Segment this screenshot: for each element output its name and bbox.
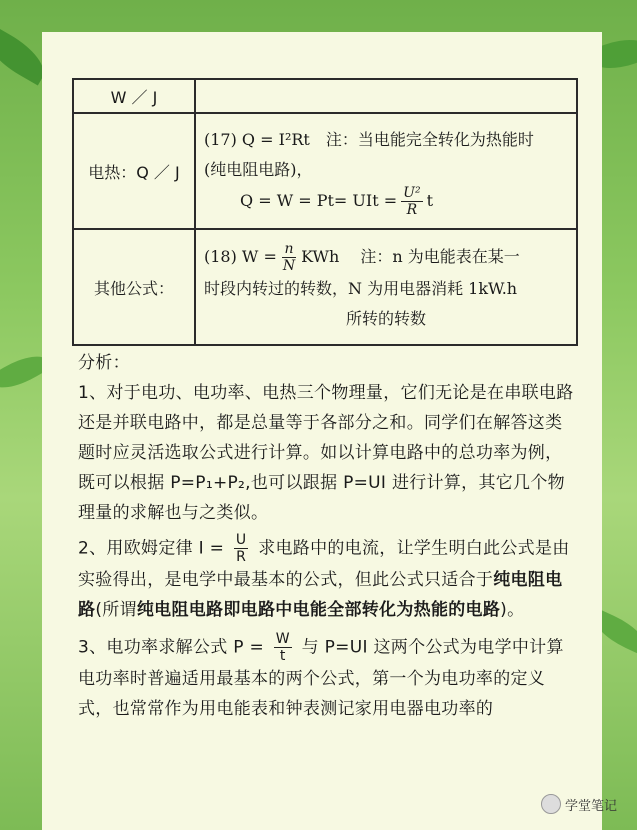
fraction-numerator: U (235, 532, 247, 548)
paragraph-text: 求电路中的电流，让学生明白此公式是由实验得出，是电学中最基本的公式，但此公式只适合于 (78, 538, 570, 590)
fraction-numerator: W (275, 631, 290, 647)
row-label-other: 其他公式： (73, 229, 195, 345)
analysis-section (78, 348, 578, 724)
fraction (234, 532, 249, 565)
content-panel (42, 32, 602, 830)
table-row (73, 79, 577, 113)
paragraph-text: )。 (500, 600, 525, 620)
equation-text: (18) W = (204, 247, 277, 266)
formula-17-equation (204, 185, 568, 218)
row-content-q (195, 113, 577, 229)
fraction (281, 241, 297, 274)
fraction-denominator: t (279, 648, 286, 664)
equation-text: Q = W = Pt= UIt = (240, 191, 398, 210)
row-content-empty (195, 79, 577, 113)
analysis-heading: 分析： (78, 353, 130, 373)
fraction-numerator: n (284, 240, 294, 257)
row-label-w: W ／ J (73, 79, 195, 113)
wechat-icon (541, 794, 561, 814)
formula-table (72, 78, 578, 346)
paragraph-text: 3、电功率求解公式 P = (78, 637, 265, 658)
formula-17-note: (纯电阻电路)， (204, 159, 313, 179)
formula-17-line: (17) Q = I²Rt 注：当电能完全转化为热能时 (204, 129, 534, 149)
analysis-paragraph-1: 1、对于电功、电功率、电热三个物理量，它们无论是在串联电路还是并联电路中，都是总量等于各部分之和。同学们在解答这类题时应灵活选取公式进行计算。如以计算电路中的总功率为例，既可以根据 P=P₁+P₂,也可以跟据 P=UI 进行计算，其它几个物理量的求解也与之类似。 (78, 383, 574, 523)
fraction-denominator: R (406, 201, 418, 218)
paragraph-text: (所谓 (95, 600, 137, 620)
analysis-paragraph-3 (78, 631, 578, 724)
equation-text: t (426, 191, 433, 210)
fraction-denominator: N (282, 257, 296, 274)
analysis-paragraph-2 (78, 532, 578, 625)
paragraph-text: 2、用欧姆定律 I = (78, 538, 225, 559)
equation-text: KWh 注：n 为电能表在某一 (301, 247, 520, 266)
fraction (274, 631, 292, 664)
formula-18-note: 时段内转过的转数，N 为用电器消耗 1kW.h (204, 278, 518, 298)
watermark-text: 学堂笔记 (564, 798, 617, 814)
formula-18-line (204, 241, 568, 274)
fraction-denominator: R (236, 549, 247, 565)
row-label-q: 电热：Q ／ J (73, 113, 195, 229)
formula-18-note-end: 所转的转数 (345, 308, 426, 328)
table-row (73, 229, 577, 345)
paragraph-text: 与 P=UI 这两个公式为电学中计算电功率时普遍适用最基本的两个公式，第一个为电功率的定义式，也常常作为用电能表和钟表测记家用电器电功率的 (78, 637, 564, 719)
row-content-other (195, 229, 577, 345)
table-row (73, 113, 577, 229)
bold-text: 纯电阻电路 (78, 570, 563, 620)
fraction (401, 185, 422, 218)
bold-text: 纯电阻电路即电路中电能全部转化为热能的电路 (136, 600, 501, 620)
watermark-logo (541, 794, 617, 814)
fraction-numerator: U² (403, 184, 421, 201)
